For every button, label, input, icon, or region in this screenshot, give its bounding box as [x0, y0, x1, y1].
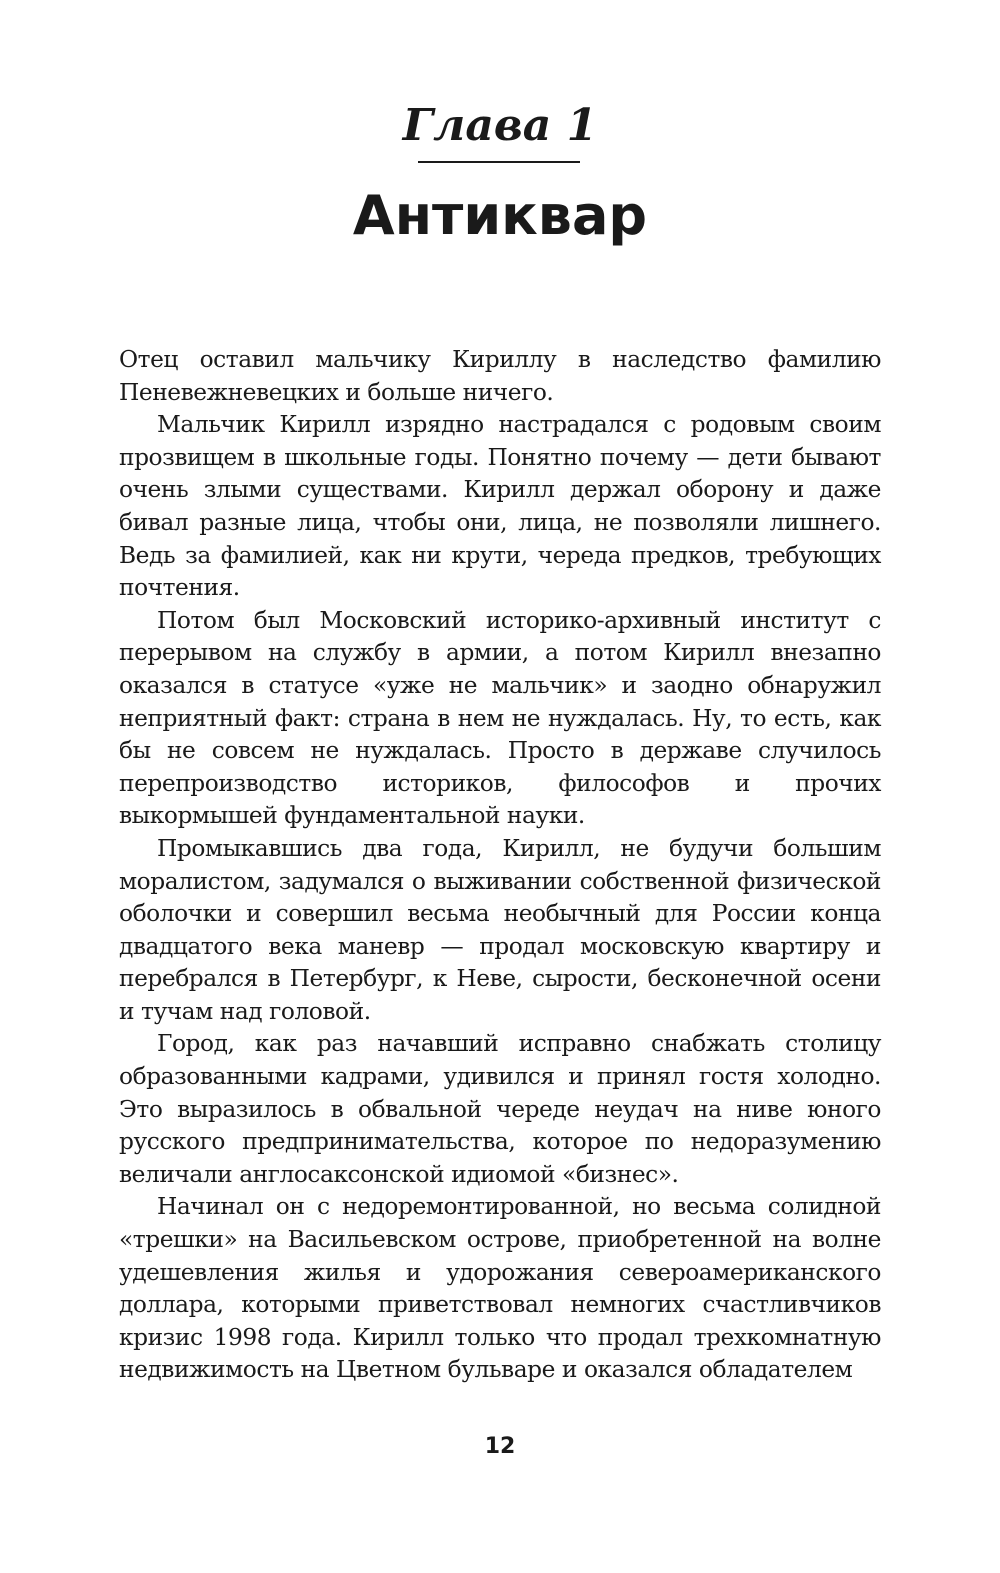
- chapter-divider: [418, 161, 580, 163]
- chapter-label: Глава 1: [402, 100, 598, 151]
- paragraph: Мальчик Кирилл изрядно настрадался с родовым своим прозвищем в школьные годы. Понятно почему — дети бывают очень злыми существами. Кирилл держал оборону и даже бивал разные лица, чтобы они, лица, не позволяли лишнего. Ведь за фамилией, как ни крути, череда предков, требующих почтения.: [119, 411, 881, 602]
- paragraph: Потом был Московский историко-архивный институт с перерывом на службу в армии, а потом Кирилл внезапно оказался в статусе «уже не мальчик» и заодно обнаружил неприятный факт: страна в нем не нуждалась. Ну, то есть, как бы не совсем не нуждалась. Просто в державе случилось перепроизводство историков, философов и прочих выкормышей фундаментальной науки.: [119, 606, 881, 830]
- paragraph: Отец оставил мальчику Кириллу в наследство фамилию Пеневежневецких и больше ничего.: [119, 346, 881, 406]
- body-text: [119, 344, 881, 1387]
- paragraph: Город, как раз начавший исправно снабжать столицу образованными кадрами, удивился и принял гостя холодно. Это выразилось в обвальной череде неудач на ниве юного русского предпринимательства, которое по недоразумению величали англосаксонской идиомой «бизнес».: [119, 1030, 881, 1188]
- paragraph: Промыкавшись два года, Кирилл, не будучи большим моралистом, задумался о выживании собственной физической оболочки и совершил весьма необычный для России конца двадцатого века маневр — продал московскую квартиру и перебрался в Петербург, к Неве, сырости, бесконечной осени и тучам над головой.: [119, 834, 881, 1025]
- paragraph: Начинал он с недоремонтированной, но весьма солидной «трешки» на Васильевском острове, приобретенной на волне удешевления жилья и удорожания североамериканского доллара, которыми приветствовал немногих счастливчиков кризис 1998 года. Кирилл только что продал трехкомнатную недвижимость на Цветном бульваре и оказался обладателем: [119, 1193, 881, 1384]
- page-number: 12: [484, 1434, 516, 1459]
- chapter-title: Антиквар: [352, 184, 648, 247]
